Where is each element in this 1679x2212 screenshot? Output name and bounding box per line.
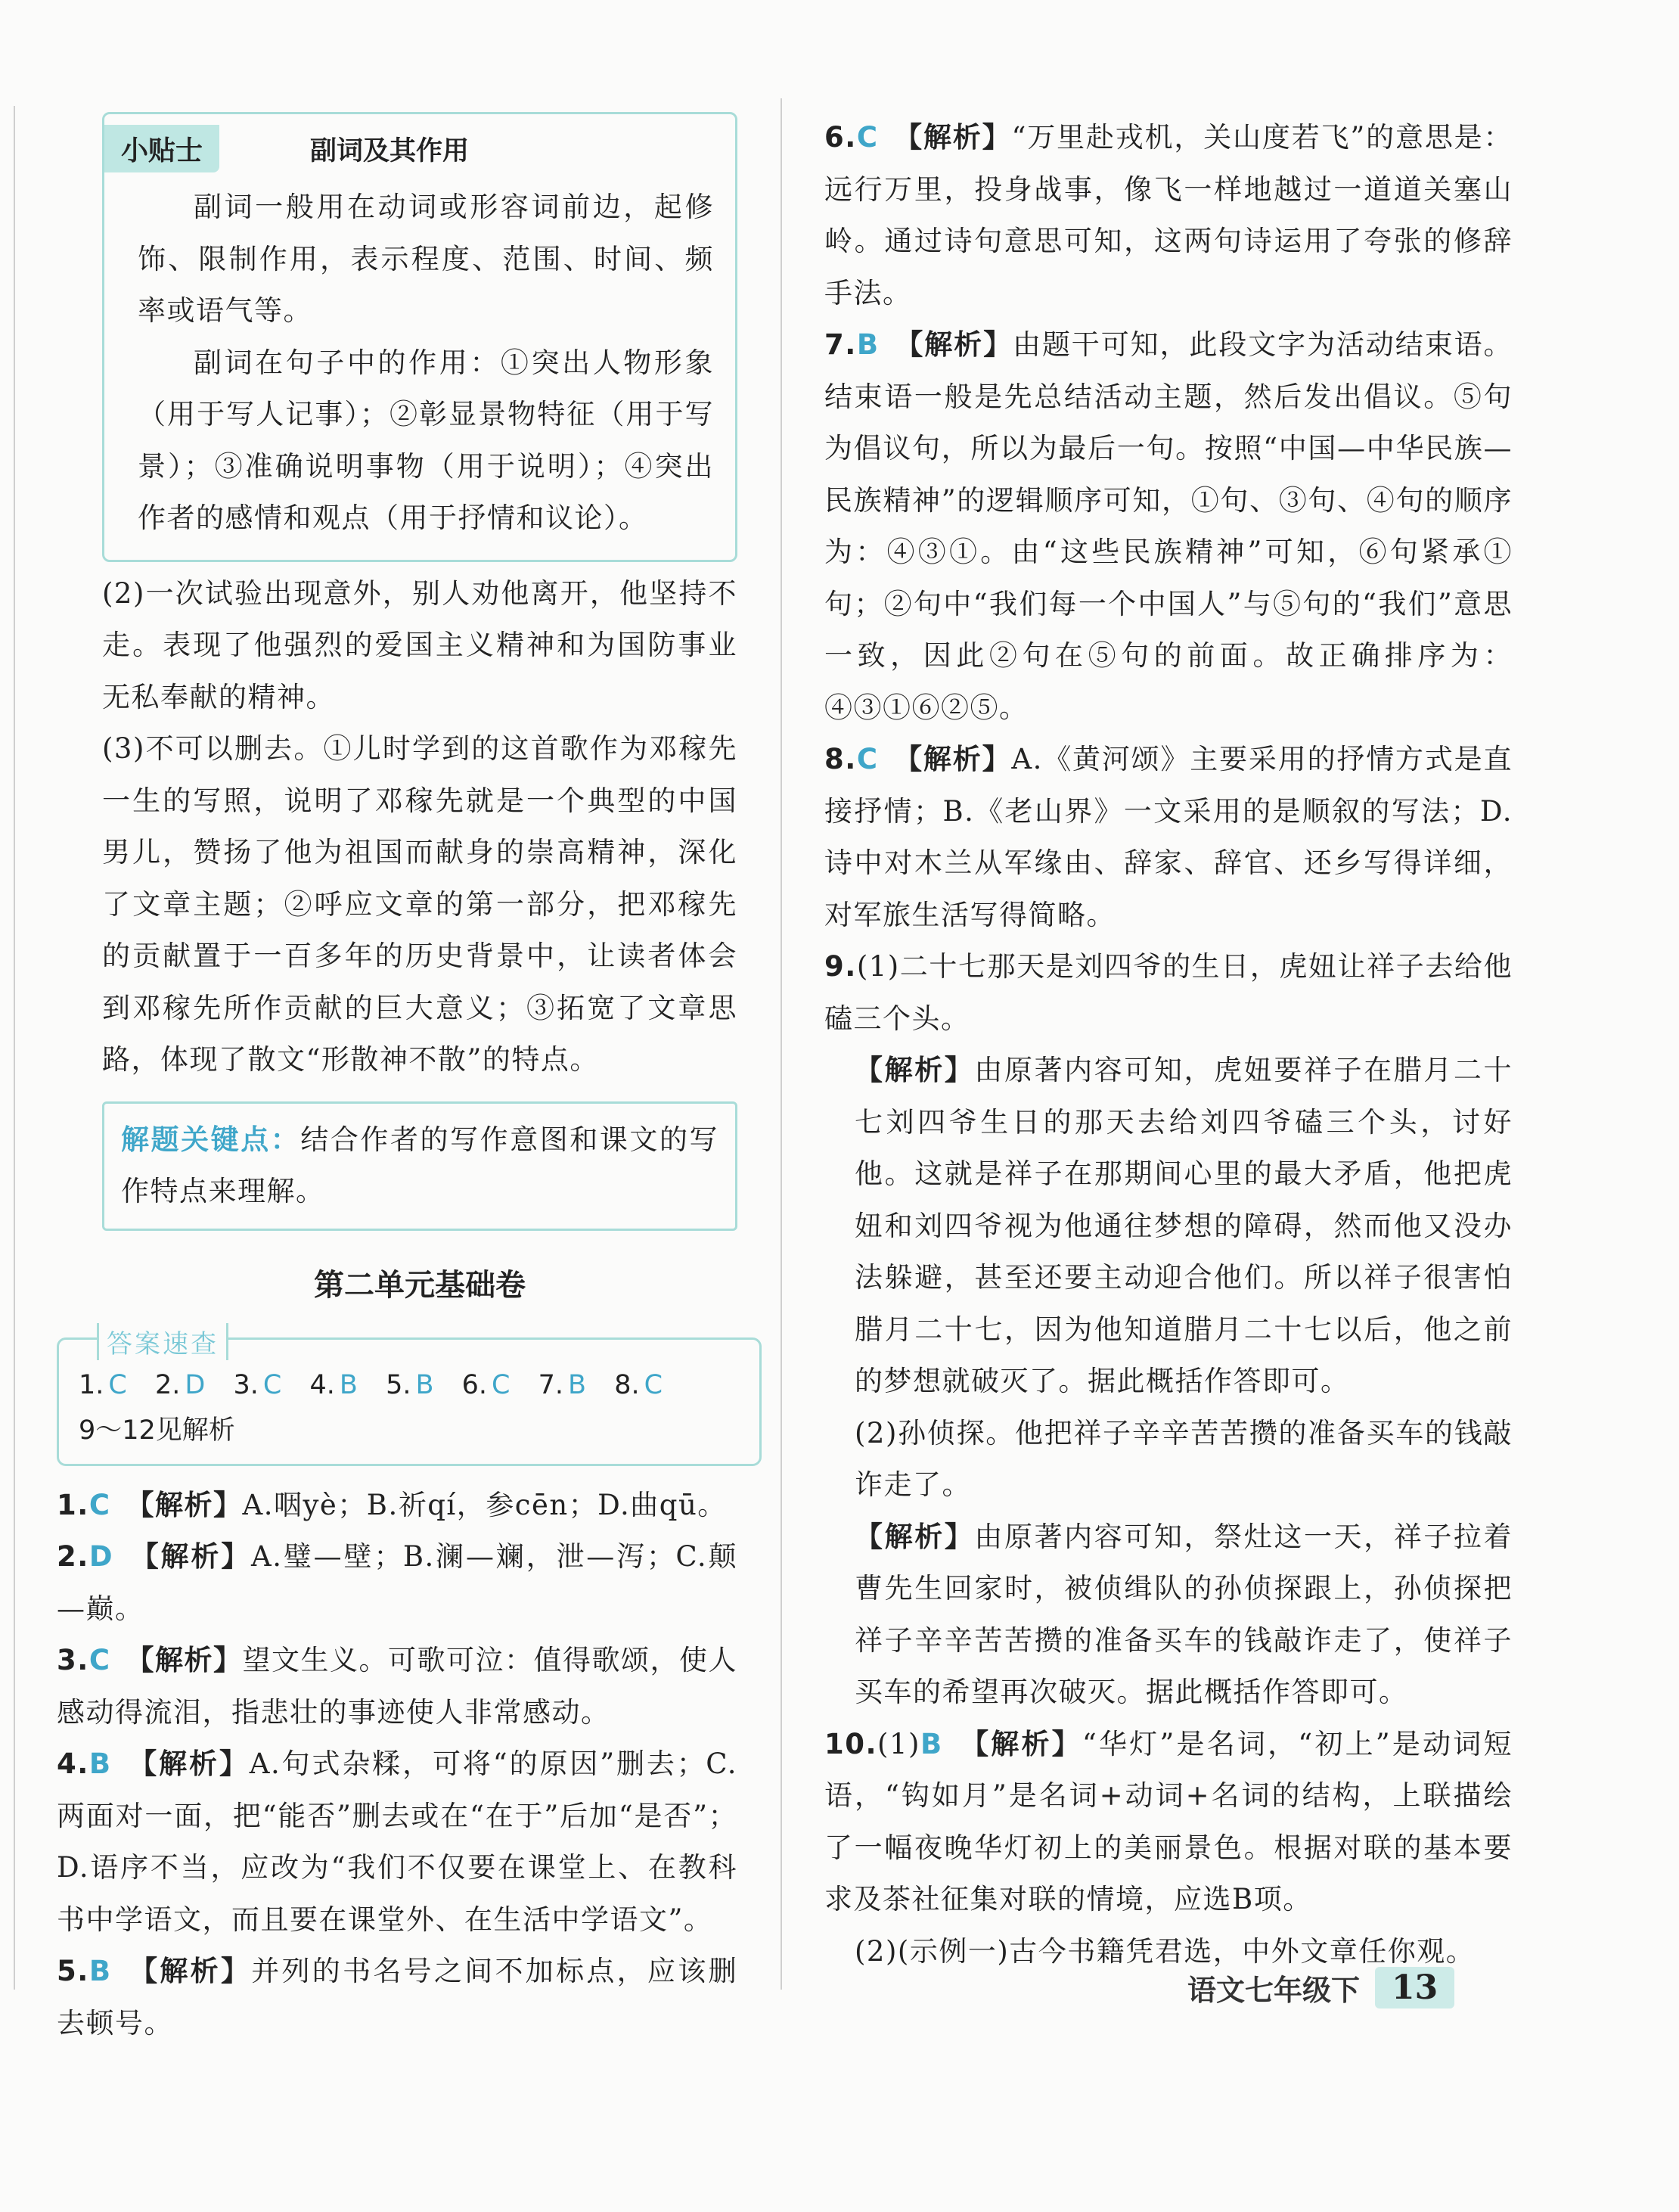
question-9-explanation-1: 【解析】由原著内容可知，虎妞要祥子在腊月二十七刘四爷生日的那天去给刘四爷磕三个头，讨好他。这就是祥子在那期间心里的最大矛盾，他把虎妞和刘四爷视为他通往梦想的障碍，然而他又没办法躲避，甚至还要主动迎合他们。所以祥子很害怕腊月二十七，因为他知道腊月二十七以后，他之前的梦想就破灭了。据此概括作答即可。 bbox=[855, 1054, 1513, 1397]
tip-title-row bbox=[104, 125, 714, 172]
question-item: 8.C 【解析】A.《黄河颂》主要采用的抒情方式是直接抒情；B.《老山界》一文采用的是顺叙的写法；D.诗中对木兰从军缘由、辞家、辞官、还乡写得详细，对军旅生活写得简略。 bbox=[824, 743, 1513, 931]
tip-heading: 副词及其作用 bbox=[310, 135, 470, 166]
page-number: 13 bbox=[1375, 1967, 1454, 2009]
quick-answers-box bbox=[57, 1328, 762, 1466]
key-point-box bbox=[102, 1101, 737, 1231]
left-column bbox=[57, 112, 738, 2049]
question-9-answer-1: 9.(1)二十七那天是刘四爷的生日，虎妞让祥子去给他磕三个头。 bbox=[824, 950, 1513, 1035]
question-item: 2.D 【解析】A.璧—壁；B.澜—斓，泄—泻；C.颠—巅。 bbox=[57, 1540, 738, 1625]
tip-label: 小贴士 bbox=[104, 125, 219, 172]
tip-paragraph-1: 副词一般用在动词或形容词前边，起修饰、限制作用，表示程度、范围、时间、频率或语气等。 bbox=[138, 191, 714, 327]
page-footer bbox=[1187, 1967, 1454, 2009]
margin-line bbox=[14, 106, 15, 1990]
tip-box bbox=[102, 112, 737, 562]
footer-book-title: 语文七年级下 bbox=[1187, 1974, 1361, 2007]
question-item: 7.B 【解析】由题干可知，此段文字为活动结束语。结束语一般是先总结活动主题，然后发出倡议。⑤句为倡议句，所以为最后一句。按照“中国—中华民族—民族精神”的逻辑顺序可知，①句、③句、④句的顺序为：④③①。由“这些民族精神”可知，⑥句紧承①句；②句中“我们每一个中国人”与⑤句的“我们”意思一致，因此②句在⑤句的前面。故正确排序为：④③①⑥②⑤。 bbox=[824, 328, 1513, 724]
question-item: 3.C 【解析】望文生义。可歌可泣：值得歌颂，使人感动得流泪，指悲壮的事迹使人非常感动。 bbox=[57, 1644, 738, 1729]
quick-answers-label: 答案速查 bbox=[97, 1323, 228, 1360]
answer-part-3: (3)不可以删去。①儿时学到的这首歌作为邓稼先一生的写照，说明了邓稼先就是一个典型的中国男儿，赞扬了他为祖国而献身的崇高精神，深化了文章主题；②呼应文章的第一部分，把邓稼先的贡献置于一百多年的历史背景中，让读者体会到邓稼先所作贡献的巨大意义；③拓宽了文章思路，体现了散文“形散神不散”的特点。 bbox=[102, 732, 737, 1076]
question-item: 5.B 【解析】并列的书名号之间不加标点，应该删去顿号。 bbox=[57, 1955, 738, 2040]
question-item: 6.C 【解析】“万里赴戎机，关山度若飞”的意思是：远行万里，投身战事，像飞一样地越过一道道关塞山岭。通过诗句意思可知，这两句诗运用了夸张的修辞手法。 bbox=[824, 121, 1513, 309]
quick-answers-note: 9～12见解析 bbox=[79, 1415, 235, 1446]
right-column bbox=[824, 112, 1513, 1977]
question-10-answer-2: (2)(示例一)古今书籍凭君选，中外文章任你观。 bbox=[855, 1934, 1476, 1968]
question-9-answer-2: (2)孙侦探。他把祥子辛辛苦苦攒的准备买车的钱敲诈走了。 bbox=[855, 1416, 1513, 1501]
answer-part-2: (2)一次试验出现意外，别人劝他离开，他坚持不走。表现了他强烈的爱国主义精神和为国防事业无私奉献的精神。 bbox=[102, 576, 737, 713]
key-point-text: 结合作者的写作意图和课文的写作特点来理解。 bbox=[121, 1123, 719, 1207]
quick-answers-row: 1. C 2. D 3. C 4. B 5. B 6. C 7. B 8. C bbox=[79, 1369, 663, 1400]
question-item: 4.B 【解析】A.句式杂糅，可将“的原因”删去；C.两面对一面，把“能否”删去或在“在于”后加“是否”；D.语序不当，应改为“我们不仅要在课堂上、在教科书中学语文，而且要在课堂外、在生活中学语文”。 bbox=[57, 1748, 738, 1936]
column-divider bbox=[781, 98, 782, 1990]
question-9-explanation-2: 【解析】由原著内容可知，祭灶这一天，祥子拉着曹先生回家时，被侦缉队的孙侦探跟上，孙侦探把祥子辛辛苦苦攒的准备买车的钱敲诈走了，使祥子买车的希望再次破灭。据此概括作答即可。 bbox=[855, 1520, 1513, 1708]
key-point-label: 解题关键点： bbox=[121, 1123, 301, 1156]
tip-paragraph-2: 副词在句子中的作用：①突出人物形象（用于写人记事）；②彰显景物特征（用于写景）；③准确说明事物（用于说明）；④突出作者的感情和观点（用于抒情和议论）。 bbox=[138, 346, 714, 534]
question-item: 1.C 【解析】A.咽yè；B.祈qí，参cēn；D.曲qū。 bbox=[57, 1488, 727, 1521]
question-10-answer-1: 10.(1)B 【解析】“华灯”是名词，“初上”是动词短语，“钩如月”是名词+动词+名词的结构，上联描绘了一幅夜晚华灯初上的美丽景色。根据对联的基本要求及茶社征集对联的情境，应选B项。 bbox=[824, 1727, 1513, 1915]
section-title: 第二单元基础卷 bbox=[314, 1267, 526, 1303]
